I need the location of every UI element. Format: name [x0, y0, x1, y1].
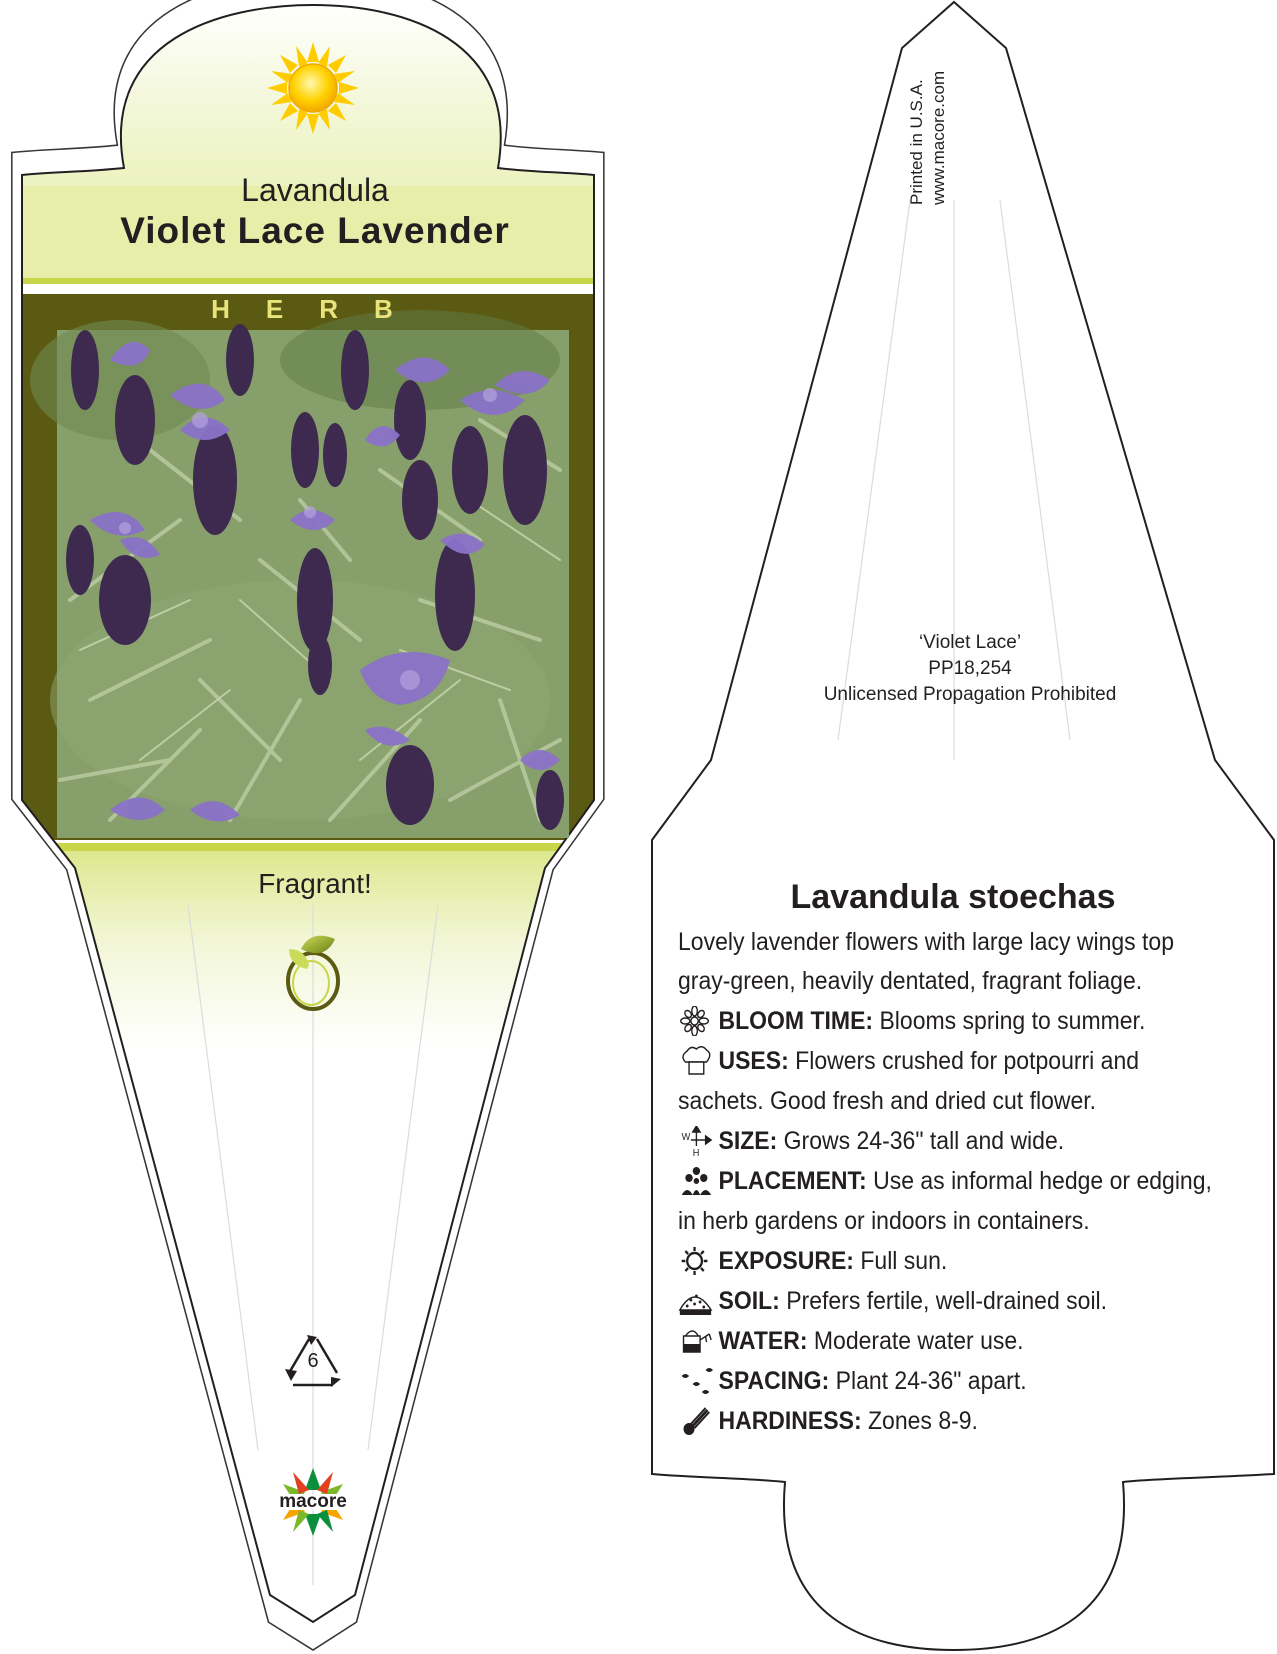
care-attribute	[678, 1041, 1230, 1121]
attribute-value: Flowers crushed for potpourri and sachets. Good fresh and dried cut flower.	[678, 1047, 1140, 1115]
attribute-label: SPACING:	[718, 1367, 830, 1395]
thermometer-icon	[678, 1406, 715, 1436]
attribute-value: Zones 8-9.	[861, 1407, 978, 1435]
attribute-value: Grows 24-36" tall and wide.	[777, 1127, 1065, 1155]
cultivar-block	[760, 630, 1180, 708]
attribute-value: Prefers fertile, well-drained soil.	[779, 1287, 1108, 1315]
plant-category: HERB	[211, 294, 429, 324]
seedlings-icon	[678, 1366, 715, 1396]
svg-text:H: H	[692, 1147, 700, 1156]
watering-can-icon	[678, 1326, 715, 1356]
plant-common-name: Violet Lace Lavender	[120, 210, 510, 251]
attribute-label: USES:	[718, 1047, 789, 1075]
recycle-code: 6	[307, 1350, 319, 1372]
care-attribute	[678, 1001, 1230, 1041]
attribute-value: Plant 24-36" apart.	[829, 1367, 1027, 1395]
tagline: Fragrant!	[258, 868, 372, 899]
care-attribute	[678, 1241, 1230, 1281]
attribute-label: PLACEMENT:	[718, 1167, 867, 1195]
patent-number: PP18,254	[928, 658, 1012, 679]
plant-description: Lovely lavender flowers with large lacy wings top gray-green, heavily dentated, fragrant foliage.	[678, 928, 1175, 995]
attribute-label: SIZE:	[718, 1127, 778, 1155]
attribute-label: BLOOM TIME:	[718, 1007, 874, 1035]
attribute-value: Blooms spring to summer.	[873, 1007, 1146, 1035]
printed-credit	[906, 71, 950, 205]
attribute-label: SOIL:	[718, 1287, 780, 1315]
care-info	[678, 878, 1277, 1441]
plant-genus: Lavandula	[241, 172, 389, 208]
svg-text:W: W	[681, 1131, 691, 1144]
flower-icon	[678, 1006, 715, 1036]
care-attribute	[678, 1281, 1230, 1321]
attribute-list	[678, 1001, 1277, 1441]
chef-hat-icon	[678, 1046, 715, 1076]
attribute-label: WATER:	[718, 1327, 808, 1355]
plant-photo	[30, 310, 569, 838]
cultivar-name: ‘Violet Lace’	[918, 632, 1022, 653]
attribute-value: Moderate water use.	[807, 1327, 1024, 1355]
care-attribute	[678, 1121, 1230, 1161]
care-attribute	[678, 1361, 1230, 1401]
care-attribute	[678, 1321, 1230, 1361]
attribute-label: EXPOSURE:	[718, 1247, 854, 1275]
propagation-notice: Unlicensed Propagation Prohibited	[823, 684, 1117, 705]
soil-icon	[678, 1286, 715, 1316]
sun-icon	[678, 1246, 715, 1276]
sun-exposure-icon	[267, 42, 359, 134]
care-attribute	[678, 1161, 1230, 1241]
brand-name: macore	[279, 1491, 347, 1512]
attribute-value: Use as informal hedge or edging, in herb gardens or indoors in containers.	[678, 1167, 1212, 1235]
printed-website: www.macore.com	[929, 70, 948, 205]
placement-icon	[678, 1166, 715, 1196]
care-attribute	[678, 1401, 1230, 1441]
attribute-value: Full sun.	[853, 1247, 948, 1275]
attribute-label: HARDINESS:	[718, 1407, 862, 1435]
species-name: Lavandula stoechas	[790, 878, 1116, 916]
printed-location: Printed in U.S.A.	[907, 79, 926, 205]
size-arrows-icon	[678, 1126, 715, 1156]
